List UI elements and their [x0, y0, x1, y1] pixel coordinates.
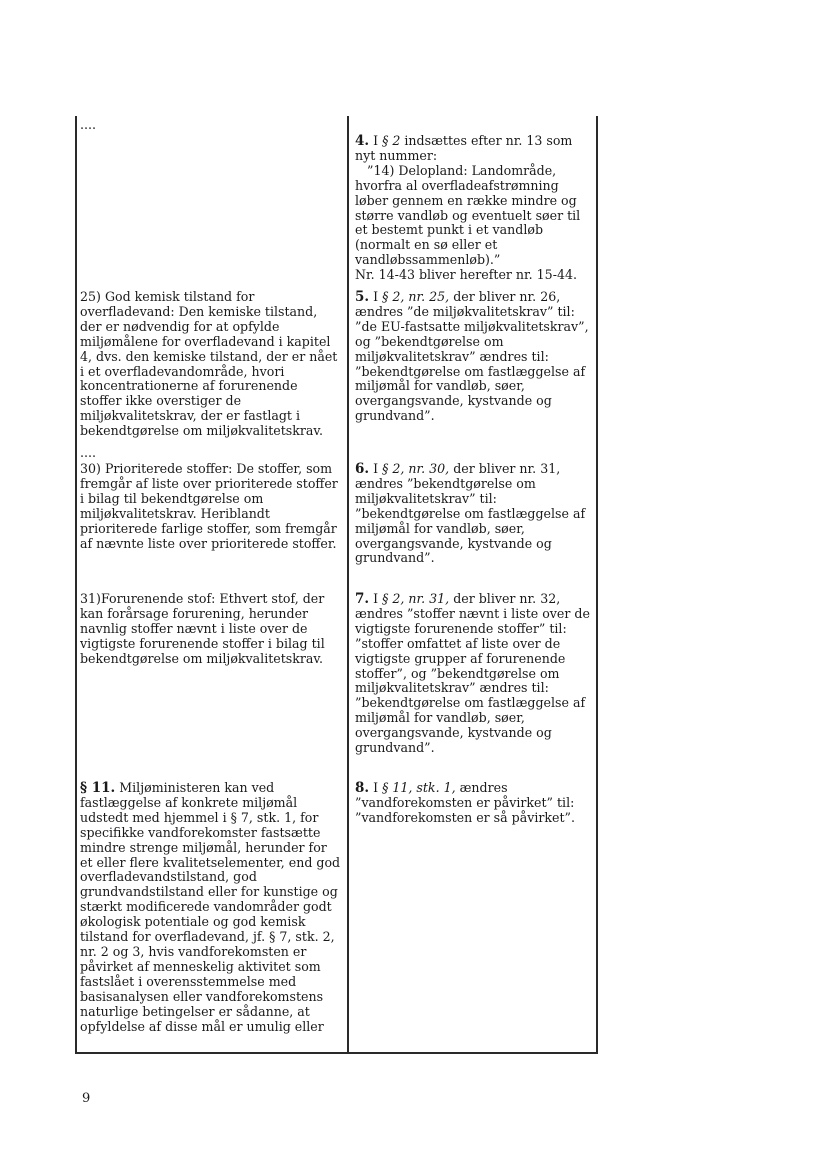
amendment-5-reference: § 2, nr. 25,	[382, 289, 450, 304]
amendment-4-reference: § 2	[382, 133, 401, 148]
amendment-6-text: der bliver nr. 31, ændres ”bekendtgørelse om miljøkvalitetskrav” til: ”bekendtgørelse om fastlæggelse af miljømål for vandløb, søer, overgangsvande, kystvande og grundvand”.	[355, 461, 590, 566]
amendment-5-number: 5.	[355, 289, 370, 305]
amendment-8-reference: § 11, stk. 1,	[382, 780, 456, 795]
table-right-border	[596, 116, 598, 1053]
amendment-7	[355, 592, 593, 756]
definition-25: 25) God kemisk tilstand for overfladevand: Den kemiske tilstand, der er nødvendig for at opfylde miljømålene for overfladevand i kapitel 4, dvs. den kemiske tilstand, der er nået i et overfladevandområde, hvori koncentrationerne af forurenende stoffer ikke overstiger de miljøkvalitetskrav, der er fastlagt i bekendtgørelse om miljøkvalitetskrav.	[80, 289, 342, 439]
amendment-7-prefix: I	[369, 591, 383, 606]
amendment-8-number: 8.	[355, 780, 370, 796]
amendment-6-reference: § 2, nr. 30,	[382, 461, 450, 476]
amendment-4	[355, 134, 593, 283]
amendment-4-text: indsættes efter nr. 13 som nyt nummer: ”14) Delopland: Landområde, hvorfra al overfladeafstrømning løber gennem en række mindre og større vandløb og eventuelt søer til et bestemt punkt i et vandløb (normalt en sø eller et vandløbssammenløb).” Nr. 14-43 bliver herefter nr. 15-44.	[355, 133, 581, 283]
ellipsis-mid: ....	[80, 445, 97, 460]
definition-30: 30) Prioriterede stoffer: De stoffer, som fremgår af liste over prioriterede stoffer i bilag til bekendtgørelse om miljøkvalitetskrav. Heriblandt prioriterede farlige stoffer, som fremgår af nævnte liste over prioriterede stoffer.	[80, 461, 342, 551]
amendment-7-number: 7.	[355, 591, 370, 607]
amendment-7-reference: § 2, nr. 31,	[382, 591, 450, 606]
table-bottom-border	[75, 1052, 598, 1054]
amendment-8-prefix: I	[369, 780, 383, 795]
section-11-text: Miljøministeren kan ved fastlæggelse af konkrete miljømål udstedt med hjemmel i § 7, stk. 1, for specifikke vandforekomster fastsætte mindre strenge miljømål, herunder for et eller flere kvalitetselementer, end god overfladevandstilstand, god grundvandstilstand eller for kunstige og stærkt modificerede vandområder godt økologisk potentiale og god kemisk tilstand for overfladevand, jf. § 7, stk. 2, nr. 2 og 3, hvis vandforekomsten er påvirket af menneskelig aktivitet som fastslået i overensstemmelse med basisanalysen eller vandforekomstens naturlige betingelser er sådanne, at opfyldelse af disse mål er umulig eller	[80, 780, 345, 1034]
amendment-4-prefix: I	[369, 133, 383, 148]
amendment-7-text: der bliver nr. 32, ændres ”stoffer nævnt i liste over de vigtigste forurenende stoffer” til: ”stoffer omfattet af liste over de vigtigste grupper af forurenende stoffer”, og ”bekendtgørelse om miljøkvalitetskrav” ændres til: ”bekendtgørelse om fastlæggelse af miljømål for vandløb, søer, overgangsvande, kystvande og grundvand”.	[355, 591, 594, 756]
section-11	[80, 780, 345, 1034]
amendment-5-prefix: I	[369, 289, 383, 304]
amendment-5	[355, 290, 593, 424]
table-left-border	[75, 116, 77, 1053]
amendment-4-number: 4.	[355, 133, 370, 149]
amendment-8	[355, 781, 593, 826]
amendment-6	[355, 462, 593, 566]
amendment-6-prefix: I	[369, 461, 383, 476]
amendment-8-text: ændres ”vandforekomsten er påvirket” til: ”vandforekomsten er så påvirket”.	[355, 780, 579, 825]
table-column-divider	[347, 116, 349, 1053]
amendment-5-text: der bliver nr. 26, ændres ”de miljøkvalitetskrav” til: ”de EU-fastsatte miljøkvalitetskrav”, og ”bekendtgørelse om miljøkvalitetskrav” ændres til: ”bekendtgørelse om fastlæggelse af miljømål for vandløb, søer, overgangsvande, kystvande og grundvand”.	[355, 289, 593, 424]
page-number: 9	[82, 1091, 91, 1106]
ellipsis-top: ....	[80, 117, 97, 132]
amendment-6-number: 6.	[355, 461, 370, 477]
section-11-label: § 11.	[80, 780, 116, 796]
definition-31: 31)Forurenende stof: Ethvert stof, der kan forårsage forurening, herunder navnlig stoffer nævnt i liste over de vigtigste forurenende stoffer i bilag til bekendtgørelse om miljøkvalitetskrav.	[80, 591, 329, 666]
